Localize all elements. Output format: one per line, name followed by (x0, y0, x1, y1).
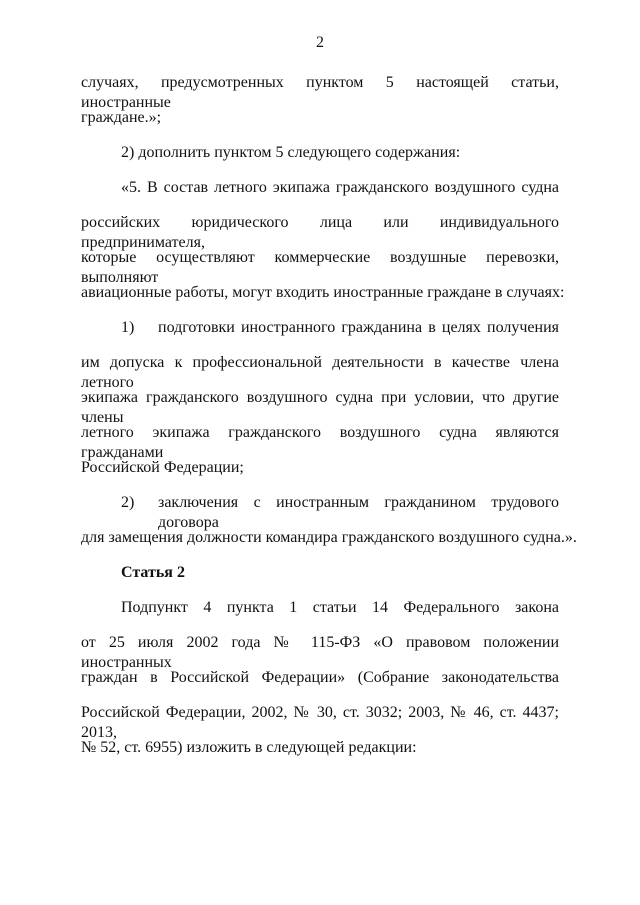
text-line: которые осуществляют коммерческие воздушные перевозки, выполняют (81, 249, 559, 286)
text-line: российских юридического лица или индивидуального предпринимателя, (81, 214, 559, 251)
list-item-number: 1) (121, 319, 135, 336)
text-line: случаях, предусмотренных пунктом 5 настоящей статьи, иностранные (81, 74, 559, 111)
list-item-text: подготовки иностранного гражданина в целях получения (158, 319, 559, 336)
text-line: Российской Федерации, 2002, № 30, ст. 3032; 2003, № 46, ст. 4437; 2013, (81, 704, 559, 741)
text-line: граждане.»; (81, 109, 162, 126)
text-line: от 25 июля 2002 года № 115-ФЗ «О правовом положении иностранных (81, 634, 559, 671)
text-line: им допуска к профессиональной деятельности в качестве члена летного (81, 354, 559, 391)
text-line: авиационные работы, могут входить иностранные граждане в случаях: (81, 284, 565, 301)
text-line: Подпункт 4 пункта 1 статьи 14 Федерального закона (121, 599, 559, 616)
text-line: Российской Федерации; (81, 459, 244, 476)
list-item-text: заключения с иностранным гражданином трудового договора (158, 494, 559, 531)
list-item-number: 2) (121, 494, 135, 511)
text-line: летного экипажа гражданского воздушного судна являются гражданами (81, 424, 559, 461)
text-line: для замещения должности командира гражданского воздушного судна.». (81, 529, 577, 546)
text-line: «5. В состав летного экипажа гражданского воздушного судна (121, 179, 559, 196)
text-line: № 52, ст. 6955) изложить в следующей редакции: (81, 739, 417, 756)
text-line: экипажа гражданского воздушного судна при условии, что другие члены (81, 389, 559, 426)
list-item-text: 2) дополнить пунктом 5 следующего содержания: (121, 144, 461, 161)
text-line: граждан в Российской Федерации» (Собрание законодательства (81, 669, 559, 686)
page-number: 2 (316, 34, 324, 51)
article-heading: Статья 2 (121, 564, 185, 581)
